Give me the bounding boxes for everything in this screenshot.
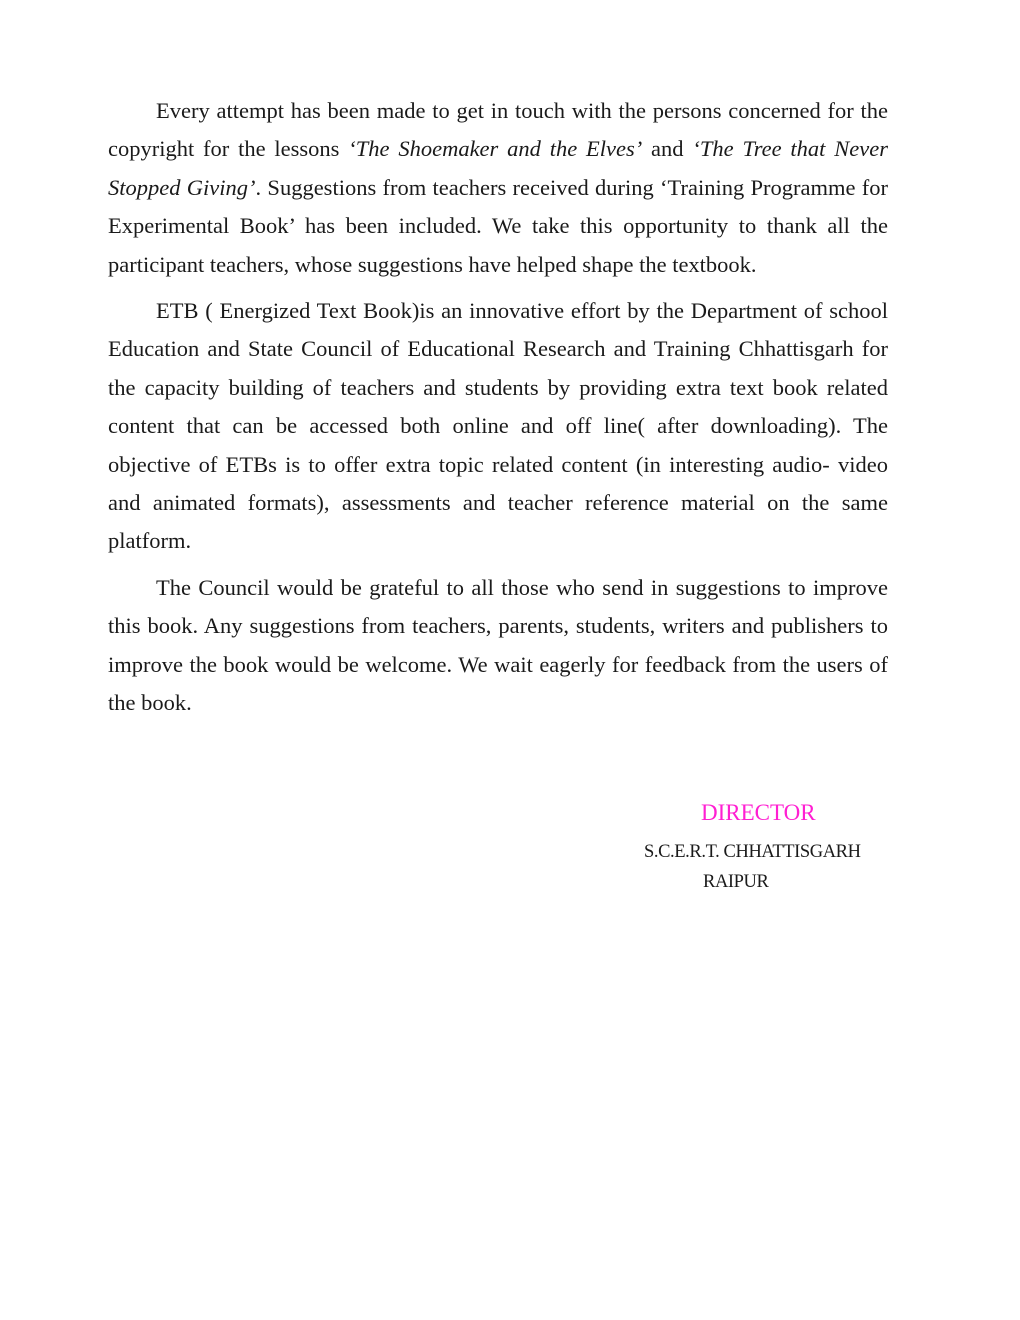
paragraph-acknowledgement-text-2: and	[642, 136, 693, 162]
paragraph-acknowledgement-text-1: Every attempt has been made to get in touch with the persons concerned for the copyright for the lessons	[108, 98, 888, 162]
document-body	[108, 92, 888, 731]
paragraph-acknowledgement	[108, 92, 888, 284]
signature-title: DIRECTOR	[701, 800, 816, 825]
signature-city: RAIPUR	[703, 872, 769, 892]
signature-organization: S.C.E.R.T. CHHATTISGARH	[644, 842, 861, 862]
paragraph-etb: ETB ( Energized Text Book)is an innovative effort by the Department of school Education and State Council of Educational Research and Training Chhattisgarh for the capacity building of teachers and students by providing extra text book related content that can be accessed both online and off line( after downloading). The objective of ETBs is to offer extra topic related content (in interesting audio- video and animated formats), assessments and teacher reference material on the same platform.	[108, 298, 888, 554]
paragraph-council: The Council would be grateful to all those who send in suggestions to improve this book. Any suggestions from teachers, parents, students, writers and publishers to improve the book would be welcome. We wait eagerly for feedback from the users of the book.	[108, 574, 888, 716]
paragraph-acknowledgement-text-3: . Suggestions from teachers received during ‘Training Programme for Experimental Book’ has been included. We take this opportunity to thank all the participant teachers, whose suggestions have helped shape the textbook.	[108, 174, 888, 277]
lesson-title-tree: ‘The Tree that Never Stopped Giving’	[108, 136, 888, 200]
lesson-title-shoemaker: ‘The Shoemaker and the Elves’	[348, 136, 643, 162]
